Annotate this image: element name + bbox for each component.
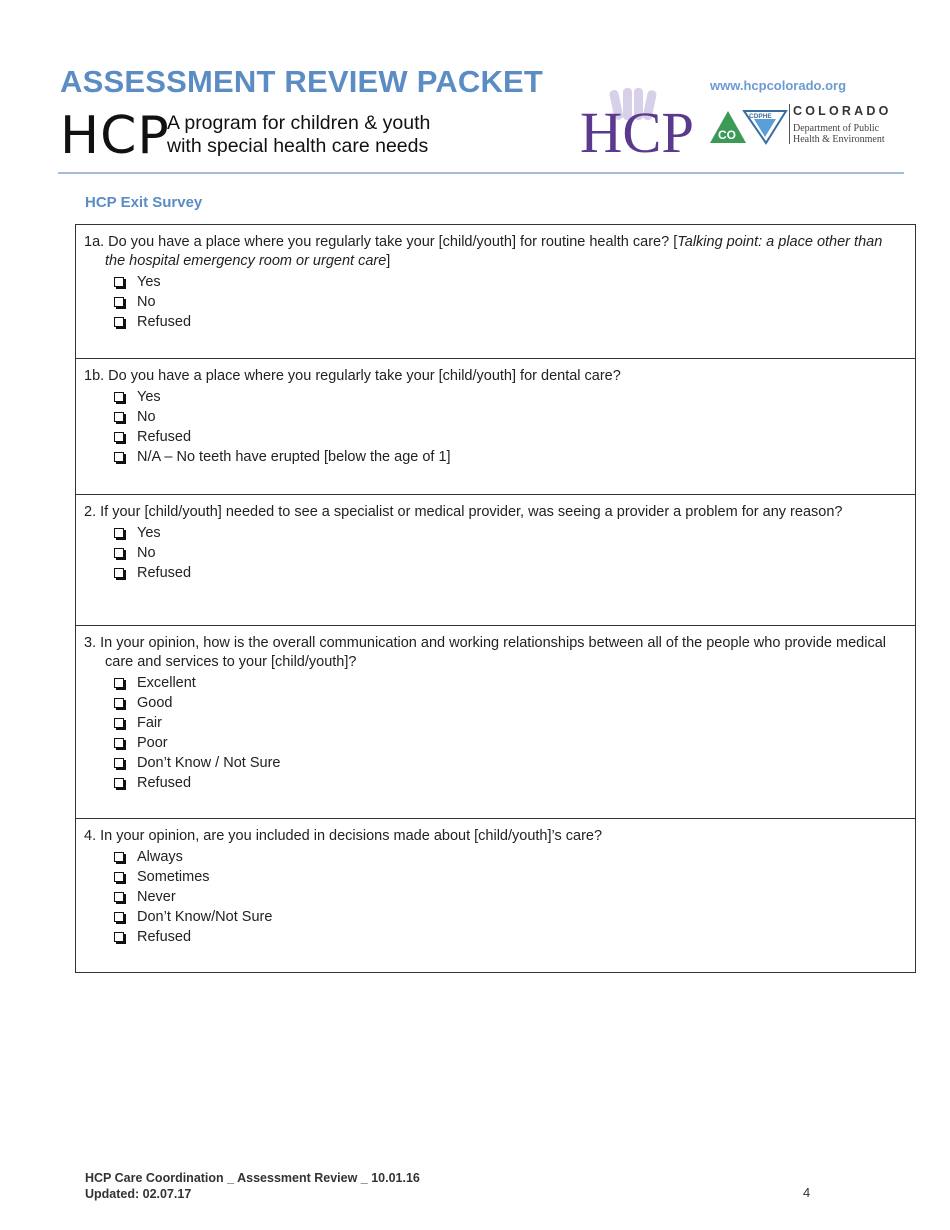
website-link[interactable]: www.hcpcolorado.org	[710, 78, 847, 93]
question-text: 1b. Do you have a place where you regularly take your [child/youth] for dental care?	[84, 368, 621, 384]
cdphe-badge-text: CDPHE	[749, 113, 772, 120]
footer	[85, 1170, 420, 1202]
co-badge-text: CO	[718, 128, 736, 142]
answer-option[interactable]: Yes	[114, 272, 905, 292]
checkbox[interactable]	[114, 892, 124, 902]
answer-option[interactable]: Poor	[114, 733, 905, 753]
program-tagline	[167, 112, 430, 158]
question-block	[76, 494, 915, 625]
survey-table	[75, 224, 916, 973]
question-block	[76, 225, 915, 358]
answer-options	[114, 387, 905, 467]
answer-option[interactable]: Don’t Know / Not Sure	[114, 753, 905, 773]
footer-document-title: HCP Care Coordination _ Assessment Review _ 10.01.16	[85, 1171, 420, 1185]
department-line-2: Health & Environment	[793, 134, 885, 145]
answer-option[interactable]: Yes	[114, 387, 905, 407]
header-rule	[58, 172, 904, 174]
tagline-line-2: with special health care needs	[167, 135, 429, 157]
answer-options	[114, 673, 905, 793]
colorado-wordmark: COLORADO	[793, 104, 892, 118]
section-title: HCP Exit Survey	[85, 194, 203, 211]
page-title: ASSESSMENT REVIEW PACKET	[60, 64, 544, 99]
checkbox[interactable]	[114, 317, 124, 327]
checkbox[interactable]	[114, 548, 124, 558]
checkbox[interactable]	[114, 758, 124, 768]
hcp-logo	[578, 86, 698, 158]
answer-option[interactable]: Refused	[114, 927, 905, 947]
checkbox[interactable]	[114, 412, 124, 422]
tagline-line-1: A program for children & youth	[167, 112, 431, 134]
department-line-1: Department of Public	[793, 123, 880, 134]
answer-options	[114, 847, 905, 947]
question-text: 4. In your opinion, are you included in decisions made about [child/youth]’s care?	[84, 828, 603, 844]
answer-option[interactable]: Refused	[114, 773, 905, 793]
checkbox[interactable]	[114, 678, 124, 688]
answer-option[interactable]: Excellent	[114, 673, 905, 693]
answer-options	[114, 272, 905, 332]
checkbox[interactable]	[114, 932, 124, 942]
program-abbreviation: HCP	[60, 106, 170, 166]
answer-option[interactable]: No	[114, 543, 905, 563]
question-text: 3. In your opinion, how is the overall communication and working relationships between all of the people who provide medical care and services to your [child/youth]?	[84, 635, 886, 670]
checkbox[interactable]	[114, 277, 124, 287]
answer-option[interactable]: Good	[114, 693, 905, 713]
checkbox[interactable]	[114, 452, 124, 462]
checkbox[interactable]	[114, 297, 124, 307]
question-block	[76, 625, 915, 818]
question-text: 1a. Do you have a place where you regularly take your [child/youth] for routine health care? [Talking point: a place other than the hospital emergency room or urgent care]	[84, 234, 883, 269]
answer-option[interactable]: Fair	[114, 713, 905, 733]
cdphe-logo	[708, 103, 788, 145]
answer-options	[114, 523, 905, 583]
answer-option[interactable]: Don’t Know/Not Sure	[114, 907, 905, 927]
checkbox[interactable]	[114, 698, 124, 708]
answer-option[interactable]: Always	[114, 847, 905, 867]
answer-option[interactable]: No	[114, 407, 905, 427]
checkbox[interactable]	[114, 718, 124, 728]
answer-option[interactable]: N/A – No teeth have erupted [below the age of 1]	[114, 447, 905, 467]
question-block	[76, 358, 915, 494]
checkbox[interactable]	[114, 778, 124, 788]
checkbox[interactable]	[114, 528, 124, 538]
answer-option[interactable]: Sometimes	[114, 867, 905, 887]
answer-option[interactable]: Refused	[114, 563, 905, 583]
checkbox[interactable]	[114, 432, 124, 442]
answer-option[interactable]: Refused	[114, 312, 905, 332]
answer-option[interactable]: No	[114, 292, 905, 312]
answer-option[interactable]: Never	[114, 887, 905, 907]
question-block	[76, 818, 915, 972]
talking-point: Talking point: a place other than the hospital emergency room or urgent care	[105, 234, 883, 269]
footer-updated-date: Updated: 02.07.17	[85, 1187, 192, 1201]
page-number: 4	[803, 1185, 811, 1200]
answer-option[interactable]: Yes	[114, 523, 905, 543]
question-text: 2. If your [child/youth] needed to see a specialist or medical provider, was seeing a provider a problem for any reason?	[84, 504, 843, 520]
checkbox[interactable]	[114, 852, 124, 862]
checkbox[interactable]	[114, 392, 124, 402]
department-name	[793, 123, 885, 145]
checkbox[interactable]	[114, 738, 124, 748]
hcp-logo-text: HCP	[580, 100, 694, 158]
logo-divider	[789, 104, 790, 144]
answer-option[interactable]: Refused	[114, 427, 905, 447]
checkbox[interactable]	[114, 912, 124, 922]
checkbox[interactable]	[114, 568, 124, 578]
checkbox[interactable]	[114, 872, 124, 882]
